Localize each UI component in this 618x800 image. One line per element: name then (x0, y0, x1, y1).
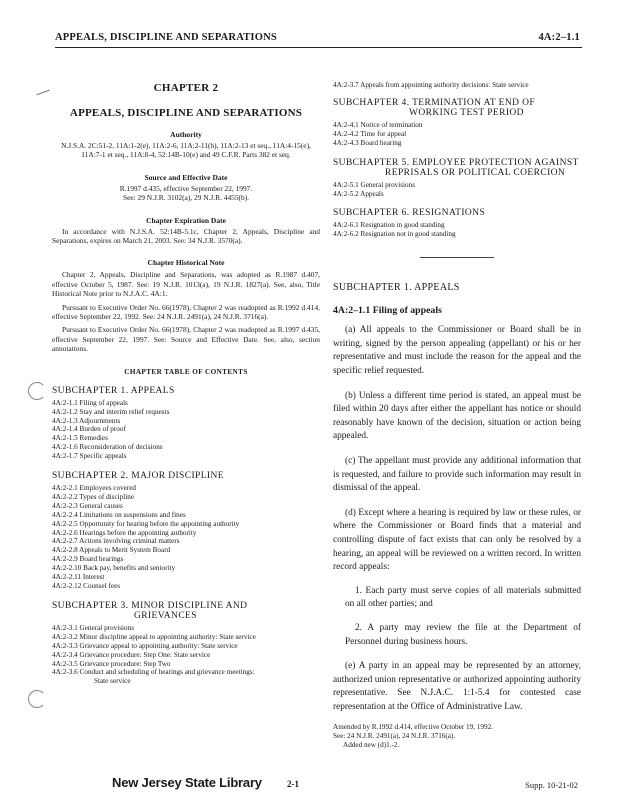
toc-item: 4A:2-2.12 Counsel fees (52, 582, 121, 590)
authority-text: N.J.S.A. 2C:51-2, 11A:1-2(e), 11A:2-6, 11A:2-11(h), 11A:2-13 et seq., 11A:4-15(e), 11A:7-1 et seq., 11A:8-4, 52:14B-10(e) and 49 C.F.R. Parts 382 et seq. (61, 141, 311, 160)
toc-item: 4A:2-1.5 Remedies (52, 434, 108, 443)
toc-item: 4A:2-1.2 Stay and interim relief requests (52, 407, 170, 416)
toc-list (52, 484, 320, 591)
history-heading: Chapter Historical Note (147, 258, 225, 268)
expiration-heading: Chapter Expiration Date (146, 215, 226, 225)
toc-item: 4A:2-3.1 General provisions (52, 623, 135, 632)
toc-item: 4A:2-1.1 Filing of appeals (52, 398, 128, 407)
toc-item: 4A:2-2.7 Actions involving criminal matters (52, 537, 180, 546)
paragraph-a: (a) All appeals to the Commissioner or Board shall be in writing, signed by the person appealing (appellant) or his or her representative and must include the reason for the appeal and the specific relief requested. (333, 325, 581, 377)
toc-item: 4A:2-3.6 Conduct and scheduling of hearings and grievance meetings: (52, 668, 255, 677)
toc-item: 4A:2-2.8 Appeals to Merit System Board (52, 546, 171, 555)
amendment-note: See: 24 N.J.R. 2491(a), 24 N.J.R. 3716(a). (333, 731, 456, 740)
chapter-title: APPEALS, DISCIPLINE AND SEPARATIONS (69, 107, 303, 119)
library-stamp: New Jersey State Library (112, 775, 262, 790)
toc-item: 4A:2-2.6 Hearings before the appointing authority (52, 528, 197, 537)
paragraph-d-item-2: 2. A party may review the file at the Department of Personnel during business hours. (345, 622, 581, 647)
toc-item: 4A:2-3.3 Grievance appeal to appointing authority: State service (52, 641, 238, 650)
source-text: R.1997 d.435, effective September 22, 1997. See: 29 N.J.R. 3102(a), 29 N.J.R. 4455(b). (119, 183, 253, 203)
toc-list (333, 121, 581, 148)
supplement-date: Supp. 10-21-02 (525, 780, 578, 790)
toc-item: 4A:2-6.2 Resignation not in good standing (333, 230, 456, 239)
toc-item: 4A:2-1.4 Burden of proof (52, 425, 126, 434)
toc-item: 4A:2-2.10 Back pay, benefits and seniority (52, 564, 176, 573)
toc-subchapter-heading-cont: REPRISALS OR POLITICAL COERCION (385, 167, 566, 178)
running-header-title: APPEALS, DISCIPLINE AND SEPARATIONS (55, 32, 277, 43)
toc-subchapter-heading: SUBCHAPTER 4. TERMINATION AT END OF (333, 97, 536, 108)
toc-item: 4A:2-2.3 General causes (52, 501, 123, 510)
toc-subchapter-heading: SUBCHAPTER 2. MAJOR DISCIPLINE (52, 471, 224, 482)
paragraph-d: (d) Except where a hearing is required by law or these rules, or where the Commissioner or Board finds that a material and controlling dispute of fact exists that can only be resolved by a hearing, an appeal will be reviewed on a written record. In written record appeals: (333, 507, 581, 573)
margin-mark (36, 90, 49, 96)
toc-item: 4A:2-1.7 Specific appeals (52, 452, 127, 461)
toc-subchapter-heading: SUBCHAPTER 1. APPEALS (52, 385, 175, 396)
toc-item: 4A:2-2.2 Types of discipline (52, 492, 135, 501)
toc-item: 4A:2-5.2 Appeals (333, 189, 384, 198)
toc-item: 4A:2-3.5 Grievance procedure: Step Two (52, 659, 171, 668)
toc-item: 4A:2-2.9 Board hearings (52, 555, 124, 564)
toc-subchapter-heading-cont: WORKING TEST PERIOD (409, 107, 524, 118)
header-rule (55, 47, 582, 48)
toc-item: 4A:2-4.1 Notice of termination (333, 120, 423, 129)
paragraph-d-item-1: 1. Each party must serve copies of all materials submitted on all other parties; and (345, 585, 581, 610)
toc-item: 4A:2-1.3 Adjournments (52, 416, 121, 425)
history-paragraph: Pursuant to Executive Order No. 66(1978), Chapter 2 was readopted as R.1992 d.414, effective September 22, 1992. See: 24 N.J.R. 2491(a), 24 N.J.R. 3716(a). (52, 302, 320, 322)
paragraph-e: (e) A party in an appeal may be represented by an attorney, authorized union representative or authorized appointing authority representative. See N.J.A.C. 1:1-5.4 for contested case representation at the Office of Administrative Law. (333, 661, 581, 712)
punch-hole-mark (28, 382, 46, 400)
punch-hole-mark (28, 690, 46, 708)
subchapter-title: SUBCHAPTER 1. APPEALS (333, 282, 460, 294)
toc-list (333, 81, 581, 90)
paragraph-c: (c) The appellant must provide any additional information that is requested, and failure to provide such information may result in dismissal of the appeal. (333, 456, 581, 494)
source-heading: Source and Effective Date (144, 172, 228, 182)
history-paragraph: Chapter 2, Appeals, Discipline and Separations, was adopted as R.1987 d.407, effective October 5, 1987. See: 19 N.J.R. 1013(a), 19 N.J.R. 1827(a). See, also, Title Historical Note prior to N.J.A.C. 4A:1. (52, 270, 320, 299)
toc-item: 4A:2-2.11 Interest (52, 573, 105, 582)
toc-subchapter-heading: SUBCHAPTER 6. RESIGNATIONS (333, 208, 486, 219)
chapter-number: CHAPTER 2 (153, 82, 219, 94)
expiration-text: In accordance with N.J.S.A. 52:14B-5.1c, Chapter 2, Appeals, Discipline and Separations, expires on March 21, 2003. See: 34 N.J.R. 3570(a). (52, 226, 320, 246)
toc-item: 4A:2-4.3 Board hearing (333, 138, 402, 147)
section-title: 4A:2–1.1 Filing of appeals (333, 305, 442, 317)
toc-item: 4A:2-3.4 Grievance procedure: Step One: State service (52, 650, 211, 659)
toc-item: 4A:2-6.1 Resignation in good standing (333, 221, 445, 230)
toc-subchapter-heading: SUBCHAPTER 5. EMPLOYEE PROTECTION AGAINST (333, 157, 579, 168)
toc-item: 4A:2-3.7 Appeals from appointing authority decisions: State service (333, 81, 529, 89)
page-number: 2-1 (287, 779, 299, 789)
toc-item-continuation: State service (94, 677, 131, 686)
amendment-note: Amended by R.1992 d.414, effective October 19, 1992. (333, 722, 493, 731)
left-column (52, 82, 320, 686)
running-header-section: 4A:2–1.1 (538, 32, 580, 43)
toc-list (333, 181, 581, 199)
toc-subchapter-heading-cont: GRIEVANCES (134, 610, 197, 621)
toc-list (333, 221, 581, 239)
authority-heading: Authority (170, 130, 202, 139)
toc-item: 4A:2-2.5 Opportunity for hearing before the appointing authority (52, 519, 240, 528)
toc-list (52, 399, 320, 461)
toc-item: 4A:2-2.1 Employees covered (52, 484, 137, 493)
amendment-note: Added new (d)1.-2. (343, 740, 400, 749)
section-divider (420, 257, 494, 258)
toc-item: 4A:2-3.2 Minor discipline appeal to appointing authority: State service (52, 632, 256, 641)
toc-subchapter-heading: SUBCHAPTER 3. MINOR DISCIPLINE AND (52, 600, 248, 611)
history-paragraph: Pursuant to Executive Order No. 66(1978), Chapter 2 was readopted as R.1997 d.435, effective September 22, 1997. See: Source and Effective Date. See, also, section annotations. (52, 325, 320, 354)
paragraph-b: (b) Unless a different time period is stated, an appeal must be filed within 20 days after either the appellant has notice or should reasonably have known of the decision, situation or action being appealed. (333, 390, 581, 442)
toc-item: 4A:2-5.1 General provisions (333, 180, 416, 189)
toc-item: 4A:2-1.6 Reconsideration of decisions (52, 443, 163, 452)
toc-title: CHAPTER TABLE OF CONTENTS (124, 367, 248, 376)
toc-list (52, 624, 320, 686)
right-column (333, 81, 581, 750)
toc-item: 4A:2-4.2 Time for appeal (333, 129, 407, 138)
toc-item: 4A:2-2.4 Limitations on suspensions and fines (52, 510, 186, 519)
